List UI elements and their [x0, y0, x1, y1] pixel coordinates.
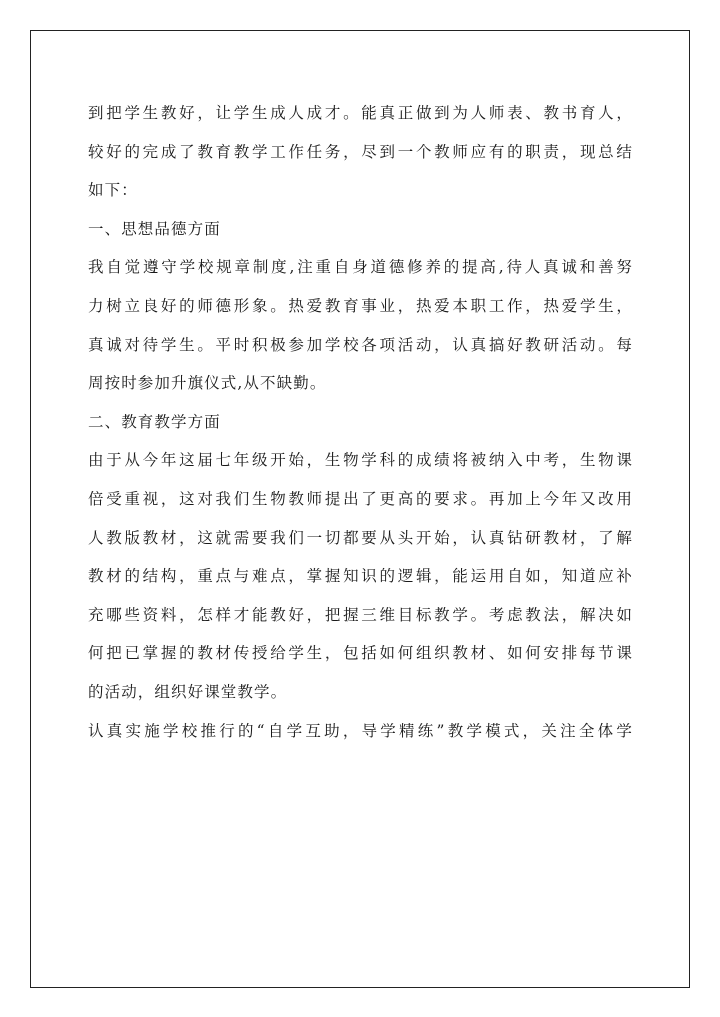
text-line: 真诚对待学生。平时积极参加学校各项活动，认真搞好教研活动。每	[88, 335, 633, 354]
text-line: 何把已掌握的教材传授给学生，包括如何组织教材、如何安排每节课	[88, 644, 633, 663]
text-line: 如下：	[88, 181, 138, 200]
document-body	[88, 94, 633, 750]
text-line: 我自觉遵守学校规章制度,注重自身道德修养的提高,待人真诚和善努	[88, 258, 633, 277]
text-line: 力树立良好的师德形象。热爱教育事业，热爱本职工作，热爱学生，	[88, 296, 633, 315]
text-line: 充哪些资料，怎样才能教好，把握三维目标教学。考虑教法，解决如	[88, 605, 633, 624]
text-line: 由于从今年这届七年级开始，生物学科的成绩将被纳入中考，生物课	[88, 451, 633, 470]
section-heading: 二、教育教学方面	[88, 412, 221, 431]
text-line: 倍受重视，这对我们生物教师提出了更高的要求。再加上今年又改用	[88, 489, 633, 508]
text-line: 教材的结构，重点与难点，掌握知识的逻辑，能运用自如，知道应补	[88, 567, 633, 586]
text-line: 较好的完成了教育教学工作任务，尽到一个教师应有的职责，现总结	[88, 142, 633, 161]
text-line: 人教版教材，这就需要我们一切都要从头开始，认真钻研教材，了解	[88, 528, 633, 547]
text-line: 到把学生教好，让学生成人成才。能真正做到为人师表、教书育人，	[88, 104, 633, 122]
text-line: 的活动，组织好课堂教学。	[88, 682, 288, 701]
text-line: 周按时参加升旗仪式,从不缺勤。	[88, 374, 327, 393]
text-line: 认真实施学校推行的“自学互助，导学精练”教学模式，关注全体学	[88, 721, 633, 740]
section-heading: 一、思想品德方面	[88, 219, 221, 238]
